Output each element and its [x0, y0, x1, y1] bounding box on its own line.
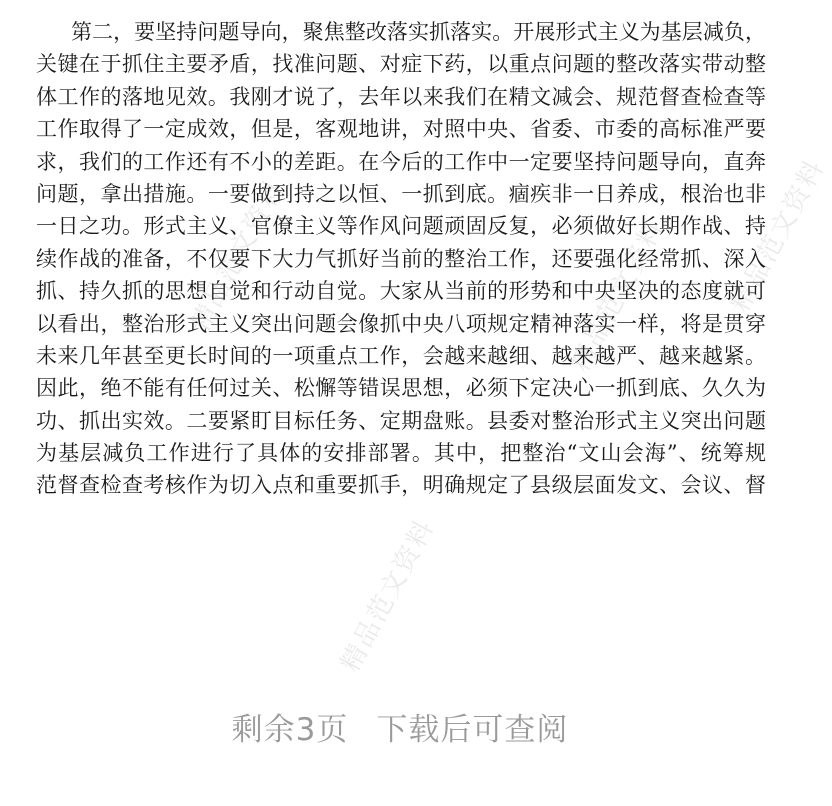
watermark: 精品范文资料	[565, 214, 671, 377]
text-line: 第二，要坚持问题导向，聚焦整改落实抓落实。开展形式主义为基层减负，	[71, 20, 766, 44]
document-body	[36, 16, 766, 502]
remaining-pages-label: 剩余3页	[231, 712, 349, 748]
text-line: 范督查检查考核作为切入点和重要抓手，明确规定了县级层面发文、会议、督	[36, 473, 766, 498]
text-line: 一日之功。形式主义、官僚主义等作风问题顽固反复，必须做好长期作战、持	[36, 214, 766, 239]
text-line: 求，我们的工作还有不小的差距。在今后的工作中一定要坚持问题导向，直奔	[36, 149, 766, 174]
text-line: 关键在于抓住主要矛盾，找准问题、对症下药，以重点问题的整改落实带动整	[36, 52, 766, 77]
text-line: 抓、持久抓的思想自觉和行动自觉。大家从当前的形势和中央坚决的态度就可	[36, 279, 766, 304]
text-line: 工作取得了一定成效，但是，客观地讲，对照中央、省委、市委的高标准严要	[36, 117, 766, 142]
watermark: 精品范文资料	[725, 154, 831, 317]
watermark: 精品范文资料	[335, 514, 441, 677]
watermark: 精品范文资料	[185, 174, 291, 337]
text-line: 体工作的落地见效。我刚才说了，去年以来我们在精文减会、规范督查检查等	[36, 84, 766, 109]
text-line: 因此，绝不能有任何过关、松懈等错误思想，必须下定决心一抓到底、久久为	[36, 376, 766, 401]
text-line: 功、抓出实效。二要紧盯目标任务、定期盘账。县委对整治形式主义突出问题	[36, 408, 766, 433]
text-line: 以看出，整治形式主义突出问题会像抓中央八项规定精神落实一样，将是贯穿	[36, 311, 766, 336]
download-prompt[interactable]	[0, 704, 800, 749]
text-line: 为基层减负工作进行了具体的安排部署。其中，把整治“文山会海”、统筹规	[36, 441, 766, 466]
download-to-view-label: 下载后可查阅	[376, 712, 569, 748]
text-line: 续作战的准备，不仅要下大力气抓好当前的整治工作，还要强化经常抓、深入	[36, 246, 766, 271]
text-line: 未来几年甚至更长时间的一项重点工作，会越来越细、越来越严、越来越紧。	[36, 343, 766, 368]
text-line: 问题，拿出措施。一要做到持之以恒、一抓到底。痼疾非一日养成，根治也非	[36, 181, 766, 206]
